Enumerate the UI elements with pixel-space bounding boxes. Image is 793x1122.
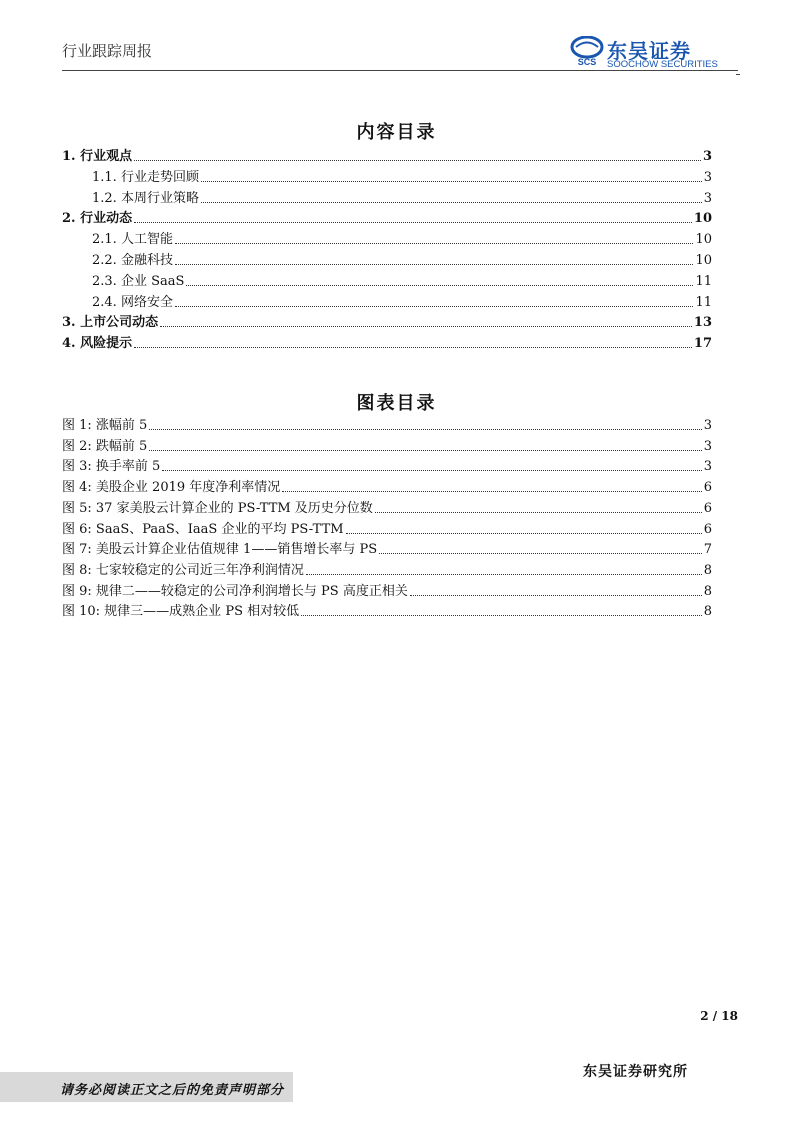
figure-entry-page: 8 xyxy=(703,583,712,599)
toc-entry[interactable] xyxy=(62,332,712,352)
toc-leader-dots xyxy=(134,347,692,348)
figure-entry-label: 图 4: 美股企业 2019 年度净利率情况 xyxy=(62,480,281,496)
figure-entry-page: 3 xyxy=(703,459,712,475)
toc-entry-label: 4. 风险提示 xyxy=(62,336,133,352)
toc-leader-dots xyxy=(175,264,694,265)
figure-leader-dots xyxy=(162,470,701,471)
figure-entry[interactable] xyxy=(62,559,712,579)
toc-entry-label: 1.1. 行业走势回顾 xyxy=(92,169,199,185)
toc-entry-page: 10 xyxy=(693,211,712,227)
figures-title: 图表目录 xyxy=(356,393,437,414)
figure-entry[interactable] xyxy=(62,476,712,496)
toc-entry-page: 10 xyxy=(695,232,712,248)
figure-leader-dots xyxy=(379,553,702,554)
figure-entry-page: 8 xyxy=(703,604,712,620)
figure-leader-dots xyxy=(410,595,702,596)
logo-mark-text: SCS xyxy=(577,57,597,66)
logo-chinese-name: 东吴证券 xyxy=(607,39,691,63)
toc-entry-page: 13 xyxy=(693,315,712,331)
footer-brand: 东吴证券研究所 xyxy=(583,1064,688,1080)
logo-english-name: SOOCHOW SECURITIES xyxy=(607,59,718,70)
toc-entry-label: 1. 行业观点 xyxy=(62,149,133,164)
figure-entry[interactable] xyxy=(62,414,712,434)
toc-leader-dots xyxy=(134,222,692,223)
toc-entry-page: 17 xyxy=(693,336,712,352)
figure-entry-label: 图 5: 37 家美股云计算企业的 PS-TTM 及历史分位数 xyxy=(62,500,373,516)
figure-leader-dots xyxy=(282,491,701,492)
toc-entry-page: 3 xyxy=(703,169,712,185)
toc-leader-dots xyxy=(186,285,693,286)
toc-entry-label: 2. 行业动态 xyxy=(62,211,133,227)
toc-entry-page: 11 xyxy=(695,273,712,289)
disclaimer-text: 请务必阅读正文之后的免责声明部分 xyxy=(60,1083,285,1098)
figure-entry-label: 图 6: SaaS、PaaS、IaaS 企业的平均 PS-TTM xyxy=(62,521,344,537)
toc-entry[interactable] xyxy=(62,311,712,331)
figure-entry-label: 图 10: 规律三——成熟企业 PS 相对较低 xyxy=(62,604,300,620)
toc-entry[interactable] xyxy=(62,145,712,165)
soochow-logo-icon xyxy=(570,36,604,66)
toc-entry[interactable] xyxy=(62,207,712,227)
toc-title: 内容目录 xyxy=(356,122,437,143)
toc-leader-dots xyxy=(201,202,702,203)
toc-entry[interactable] xyxy=(92,228,712,248)
toc-entry-page: 3 xyxy=(702,149,712,164)
toc-entry-page: 10 xyxy=(695,253,712,268)
figure-leader-dots xyxy=(149,429,701,430)
figure-entry-page: 7 xyxy=(703,542,712,558)
figure-leader-dots xyxy=(375,512,702,513)
toc-entry-label: 2.2. 金融科技 xyxy=(92,253,173,268)
figure-entry[interactable] xyxy=(62,538,712,558)
report-type-label: 行业跟踪周报 xyxy=(62,42,153,60)
figure-entry-page: 6 xyxy=(703,500,712,516)
toc-entry-page: 11 xyxy=(695,294,712,310)
figure-entry-label: 图 9: 规律二——较稳定的公司净利润增长与 PS 高度正相关 xyxy=(62,583,408,599)
figure-entry[interactable] xyxy=(62,580,712,600)
figure-entry-page: 6 xyxy=(703,480,712,496)
toc-leader-dots xyxy=(201,181,702,182)
toc-leader-dots xyxy=(160,326,692,327)
toc-entry[interactable] xyxy=(92,249,712,269)
toc-entry-label: 2.1. 人工智能 xyxy=(92,232,173,248)
figure-entry[interactable] xyxy=(62,518,712,538)
toc-leader-dots xyxy=(175,306,694,307)
figure-entry-label: 图 3: 换手率前 5 xyxy=(62,459,161,475)
figure-entry-label: 图 1: 涨幅前 5 xyxy=(62,418,148,433)
figure-entry-label: 图 2: 跌幅前 5 xyxy=(62,438,148,454)
toc-entry[interactable] xyxy=(92,291,712,311)
figure-leader-dots xyxy=(149,450,701,451)
figure-entry-label: 图 8: 七家较稳定的公司近三年净利润情况 xyxy=(62,562,304,578)
figure-entry[interactable] xyxy=(62,497,712,517)
header-divider xyxy=(62,70,738,71)
figure-leader-dots xyxy=(346,533,702,534)
figure-entry-page: 3 xyxy=(703,418,712,433)
figure-entry[interactable] xyxy=(62,600,712,620)
figure-entry[interactable] xyxy=(62,455,712,475)
toc-entry-label: 1.2. 本周行业策略 xyxy=(92,190,199,206)
figure-entry-page: 3 xyxy=(703,438,712,454)
figure-leader-dots xyxy=(301,615,702,616)
toc-leader-dots xyxy=(134,160,701,161)
company-logo xyxy=(570,34,740,70)
toc-entry[interactable] xyxy=(92,270,712,290)
toc-leader-dots xyxy=(175,243,694,244)
figure-entry-page: 8 xyxy=(703,562,712,578)
page-number: 2 / 18 xyxy=(700,1009,738,1023)
toc-entry-label: 3. 上市公司动态 xyxy=(62,315,159,331)
toc-entry[interactable] xyxy=(92,166,712,186)
figure-entry-page: 6 xyxy=(703,521,712,537)
figure-entry-label: 图 7: 美股云计算企业估值规律 1——销售增长率与 PS xyxy=(62,542,378,558)
header-divider-tick xyxy=(736,74,740,75)
figure-entry[interactable] xyxy=(62,435,712,455)
toc-entry-page: 3 xyxy=(703,190,712,206)
toc-entry-label: 2.3. 企业 SaaS xyxy=(92,273,185,289)
toc-entry[interactable] xyxy=(92,187,712,207)
disclaimer-banner xyxy=(0,1072,293,1102)
figure-leader-dots xyxy=(306,574,702,575)
toc-entry-label: 2.4. 网络安全 xyxy=(92,294,173,310)
